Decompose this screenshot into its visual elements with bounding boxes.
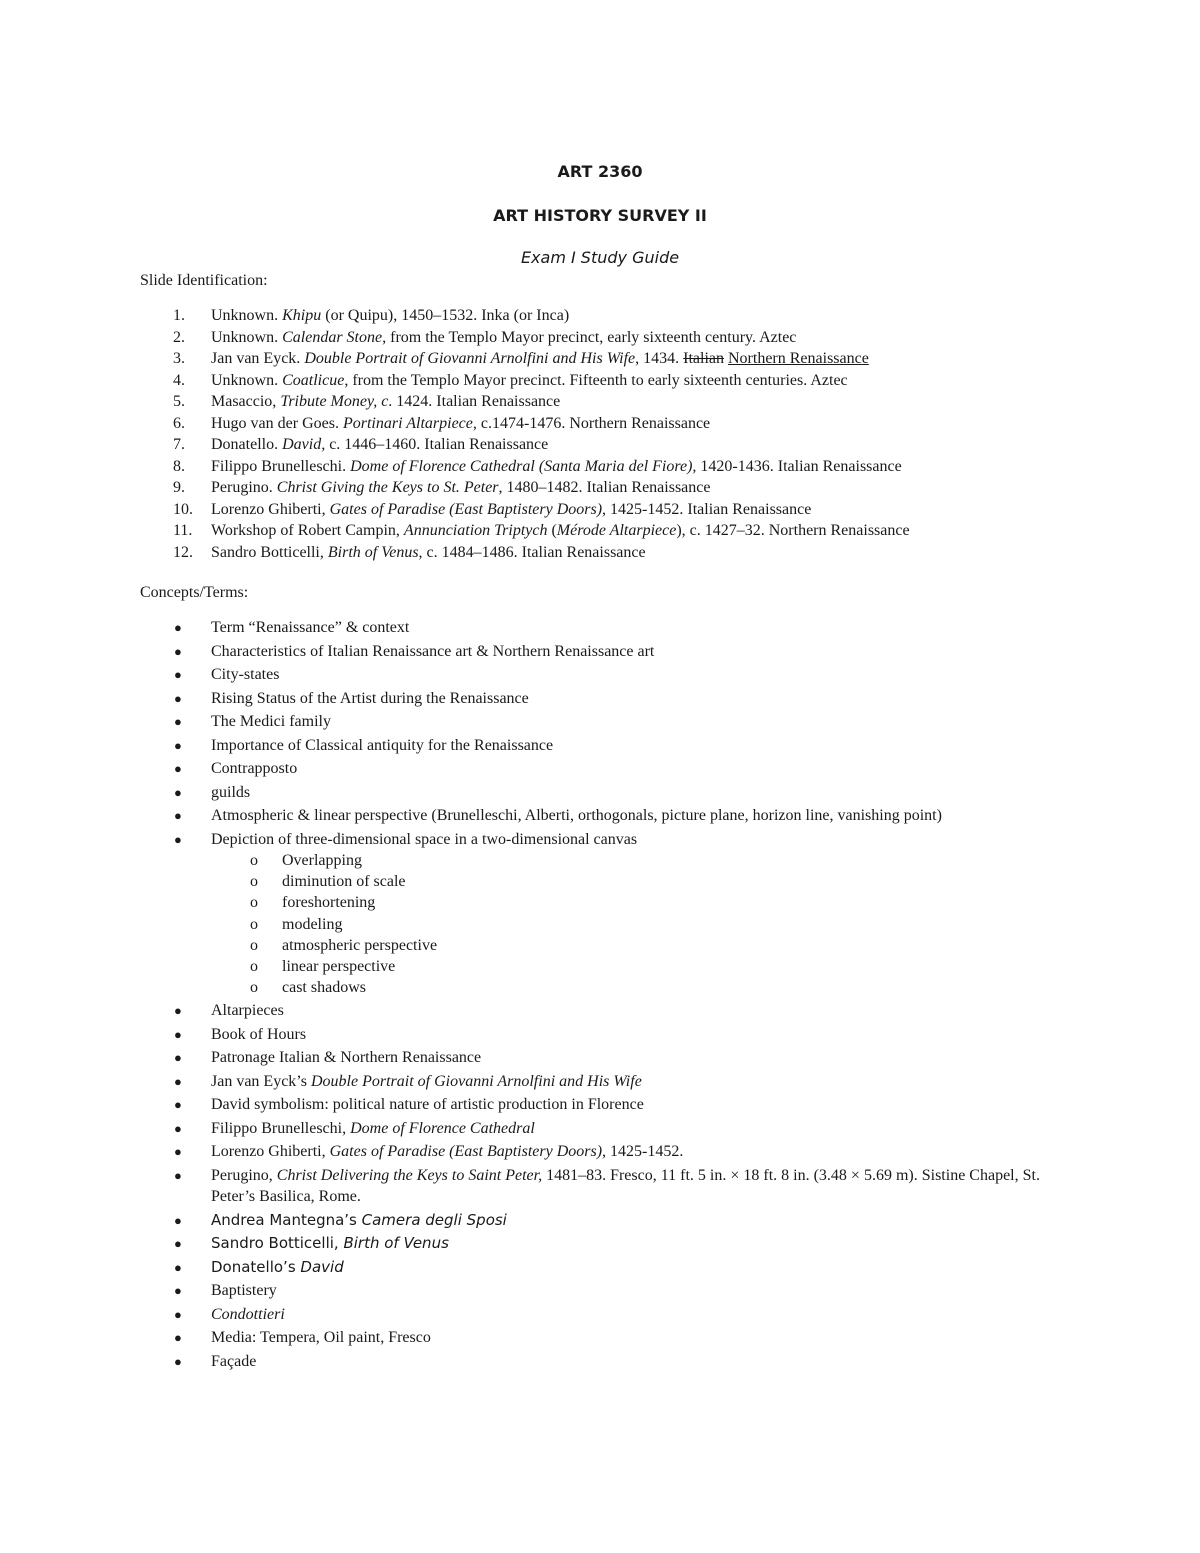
concept-label: Altarpieces bbox=[211, 1002, 284, 1020]
bullet-icon: ● bbox=[174, 1212, 182, 1228]
concept-item bbox=[140, 735, 1040, 757]
artwork-title: Portinari Altarpiece, bbox=[342, 414, 477, 432]
concept-item bbox=[140, 1165, 1040, 1208]
sub-item-label: Overlapping bbox=[282, 852, 362, 869]
details-text: , 1434. bbox=[635, 350, 684, 367]
concepts-terms-heading: Concepts/Terms: bbox=[140, 584, 249, 601]
concept-text bbox=[211, 760, 297, 777]
concept-text bbox=[211, 1282, 277, 1299]
concept-label: Atmospheric & linear perspective (Brunelleschi, Alberti, orthogonals, picture plane, horizon line, vanishing point) bbox=[211, 807, 942, 824]
sub-item bbox=[211, 892, 1040, 913]
artwork-title: Camera degli Sposi bbox=[361, 1210, 507, 1229]
artist-text: Filippo Brunelleschi, bbox=[211, 1119, 351, 1137]
concept-label: The Medici family bbox=[211, 713, 331, 730]
study-guide-subtitle: Exam I Study Guide bbox=[520, 248, 680, 267]
artwork-title: Christ Giving the Keys to St. Peter bbox=[276, 479, 499, 496]
bullet-icon: ● bbox=[174, 1073, 182, 1089]
slide-identification-heading: Slide Identification: bbox=[140, 272, 268, 289]
concept-text bbox=[211, 1211, 507, 1229]
sub-item-label: atmospheric perspective bbox=[282, 936, 438, 954]
concept-text bbox=[211, 1258, 344, 1276]
concept-item bbox=[140, 829, 1040, 999]
circle-bullet-icon: o bbox=[250, 936, 258, 954]
concept-label: Façade bbox=[211, 1352, 257, 1370]
slide-item bbox=[140, 413, 1100, 435]
sub-item bbox=[211, 935, 1040, 956]
concept-text bbox=[211, 1234, 449, 1252]
concept-text bbox=[211, 690, 529, 707]
details-text: ( bbox=[547, 522, 557, 539]
sub-item-label: diminution of scale bbox=[282, 873, 406, 891]
sub-item bbox=[211, 871, 1040, 892]
bullet-icon: ● bbox=[174, 737, 182, 753]
concept-item bbox=[140, 1094, 1040, 1116]
concept-label: City-states bbox=[211, 666, 280, 683]
artwork-title: Double Portrait of Giovanni Arnolfini and His Wife bbox=[310, 1072, 642, 1090]
details-text: c.1474-1476. Northern Renaissance bbox=[476, 414, 711, 432]
concept-label: David symbolism: political nature of artistic production in Florence bbox=[211, 1096, 644, 1114]
artist-text: Lorenzo Ghiberti, bbox=[211, 1143, 330, 1161]
bullet-icon: ● bbox=[174, 1236, 182, 1252]
artist-text: Unknown. bbox=[211, 371, 283, 389]
concept-text bbox=[211, 666, 279, 683]
bullet-icon: ● bbox=[174, 714, 182, 729]
details-text: (or Quipu), 1450–1532. Inka (or Inca) bbox=[321, 307, 570, 324]
concept-text bbox=[211, 1120, 535, 1137]
artwork-title: Coatlicue bbox=[282, 371, 345, 389]
bullet-icon: ● bbox=[174, 667, 182, 682]
concept-text bbox=[211, 713, 331, 730]
bullet-icon: ● bbox=[174, 1330, 182, 1346]
details-text: ), c. 1427–32. Northern Renaissance bbox=[676, 522, 910, 539]
concept-item bbox=[140, 805, 1040, 827]
circle-bullet-icon: o bbox=[250, 979, 258, 997]
concepts-terms-list bbox=[140, 617, 1040, 1374]
sub-item bbox=[211, 914, 1040, 935]
bullet-icon: ● bbox=[174, 1026, 182, 1042]
concept-item bbox=[140, 1351, 1040, 1373]
bullet-icon: ● bbox=[174, 784, 182, 800]
slide-item bbox=[140, 434, 1100, 456]
concept-item bbox=[140, 1280, 1040, 1302]
details-text: . 1424. Italian Renaissance bbox=[388, 393, 561, 410]
slide-item bbox=[140, 370, 1100, 392]
artwork-title: Double Portrait of Giovanni Arnolfini and His Wife bbox=[304, 350, 636, 367]
concept-item bbox=[140, 1071, 1040, 1093]
circle-bullet-icon: o bbox=[250, 894, 258, 912]
slide-item bbox=[140, 542, 1100, 564]
concept-text bbox=[211, 619, 409, 636]
concept-item bbox=[140, 617, 1040, 639]
sub-item-label: modeling bbox=[282, 915, 343, 933]
concept-label: Baptistery bbox=[211, 1282, 277, 1300]
concept-text bbox=[211, 1049, 481, 1066]
concept-label: Rising Status of the Artist during the Renaissance bbox=[211, 689, 529, 707]
slide-item bbox=[140, 477, 1100, 499]
concept-label: Term “Renaissance” & context bbox=[211, 619, 410, 636]
concept-item bbox=[140, 1047, 1040, 1069]
artist-text: Filippo Brunelleschi. bbox=[211, 457, 351, 475]
artwork-title: Birth of Venus bbox=[327, 543, 419, 561]
artist-text: Sandro Botticelli, bbox=[211, 1234, 344, 1253]
artist-text: Lorenzo Ghiberti, bbox=[211, 500, 330, 518]
concept-label: Media: Tempera, Oil paint, Fresco bbox=[211, 1329, 431, 1347]
sub-item bbox=[211, 977, 1040, 998]
artwork-title: Gates of Paradise (East Baptistery Doors), bbox=[329, 1143, 607, 1161]
concept-label: Characteristics of Italian Renaissance art & Northern Renaissance art bbox=[211, 642, 655, 660]
sub-item-label: foreshortening bbox=[282, 894, 376, 912]
concept-text bbox=[211, 1353, 256, 1370]
concept-text bbox=[211, 807, 942, 824]
concept-text bbox=[211, 1306, 285, 1323]
artist-text: Donatello’s bbox=[211, 1257, 301, 1276]
circle-bullet-icon: o bbox=[250, 852, 258, 869]
details-text: , c. 1484–1486. Italian Renaissance bbox=[418, 543, 646, 561]
concept-label: Importance of Classical antiquity for the Renaissance bbox=[211, 736, 554, 754]
concept-text bbox=[211, 1096, 644, 1113]
concept-item bbox=[140, 1118, 1040, 1140]
circle-bullet-icon: o bbox=[250, 915, 258, 933]
artist-text: Unknown. bbox=[211, 307, 283, 324]
sub-item bbox=[211, 850, 1040, 871]
artwork-title: Tribute Money, c bbox=[280, 393, 389, 410]
bullet-icon: ● bbox=[174, 808, 182, 823]
circle-bullet-icon: o bbox=[250, 873, 258, 891]
slide-number: 8. bbox=[173, 457, 185, 475]
concept-text bbox=[211, 1329, 431, 1346]
bullet-icon: ● bbox=[174, 690, 182, 706]
artist-text: Sandro Botticelli, bbox=[211, 543, 328, 561]
artist-text: Unknown. bbox=[211, 328, 283, 346]
bullet-icon: ● bbox=[174, 1144, 182, 1160]
slide-number: 2. bbox=[173, 328, 185, 346]
bullet-icon: ● bbox=[174, 761, 182, 776]
artwork-title: Condottieri bbox=[211, 1305, 285, 1323]
concept-item bbox=[140, 1210, 1040, 1232]
details-text: 1425-1452. Italian Renaissance bbox=[606, 500, 812, 518]
concept-text bbox=[211, 1167, 1040, 1206]
slide-number: 1. bbox=[173, 307, 185, 324]
slide-number: 11. bbox=[173, 522, 193, 539]
concept-label: Book of Hours bbox=[211, 1025, 307, 1043]
artwork-title: Dome of Florence Cathedral bbox=[350, 1119, 535, 1137]
concept-item bbox=[140, 641, 1040, 663]
sub-item-label: cast shadows bbox=[282, 979, 366, 997]
slide-item bbox=[140, 305, 1100, 327]
concept-text bbox=[211, 831, 637, 848]
artwork-title: Annunciation Triptych bbox=[403, 522, 548, 539]
concept-text bbox=[211, 1143, 683, 1160]
concept-text bbox=[211, 1026, 306, 1043]
concept-text bbox=[211, 737, 553, 754]
bullet-icon: ● bbox=[174, 1306, 182, 1322]
details-text: 1481–83. Fresco, 11 ft. 5 in. × 18 ft. 8 in. (3.48 × 5.69 m). Sistine Chapel, St. Peter’s Basilica, Rome. bbox=[211, 1166, 1040, 1206]
concept-text bbox=[211, 643, 654, 660]
slide-item bbox=[140, 327, 1100, 349]
bullet-icon: ● bbox=[174, 1259, 182, 1275]
concept-item bbox=[140, 1257, 1040, 1279]
concept-label: Patronage Italian & Northern Renaissance bbox=[211, 1049, 482, 1067]
slide-item bbox=[140, 348, 1100, 370]
slide-number: 7. bbox=[173, 436, 185, 453]
slide-number: 10. bbox=[173, 500, 193, 518]
artist-text: Masaccio, bbox=[211, 393, 281, 410]
sub-item bbox=[211, 956, 1040, 977]
artist-text: Andrea Mantegna’s bbox=[211, 1210, 362, 1229]
concept-item bbox=[140, 758, 1040, 780]
concept-item bbox=[140, 1000, 1040, 1022]
course-title: ART HISTORY SURVEY II bbox=[493, 206, 707, 225]
slide-identification-list bbox=[140, 305, 1100, 563]
artist-text: Donatello. bbox=[211, 436, 283, 453]
slide-number: 6. bbox=[173, 414, 185, 432]
bullet-icon: ● bbox=[174, 1283, 182, 1299]
corrected-text: Northern Renaissance bbox=[728, 350, 869, 367]
concept-label: Contrapposto bbox=[211, 760, 298, 777]
slide-item bbox=[140, 456, 1100, 478]
concept-item bbox=[140, 711, 1040, 733]
bullet-icon: ● bbox=[174, 1003, 182, 1019]
slide-item bbox=[140, 499, 1100, 521]
course-code: ART 2360 bbox=[557, 162, 643, 181]
slide-item bbox=[140, 520, 1100, 542]
bullet-icon: ● bbox=[174, 1050, 182, 1066]
slide-number: 4. bbox=[173, 371, 185, 389]
artist-text: Jan van Eyck’s bbox=[211, 1072, 311, 1090]
artwork-title: Khipu bbox=[282, 307, 322, 324]
artwork-title: Gates of Paradise (East Baptistery Doors), bbox=[329, 500, 607, 518]
concept-label: guilds bbox=[211, 783, 251, 801]
sub-list bbox=[211, 850, 1040, 998]
concept-item bbox=[140, 664, 1040, 686]
circle-bullet-icon: o bbox=[250, 957, 258, 975]
concept-label: Depiction of three-dimensional space in a two-dimensional canvas bbox=[211, 830, 638, 848]
artwork-title: Birth of Venus bbox=[343, 1234, 449, 1253]
details-text: from the Templo Mayor precinct, early sixteenth century. Aztec bbox=[386, 328, 797, 346]
bullet-icon: ● bbox=[174, 620, 182, 635]
slide-number: 9. bbox=[173, 479, 185, 496]
concept-item bbox=[140, 1024, 1040, 1046]
bullet-icon: ● bbox=[174, 1120, 182, 1136]
artwork-title: David bbox=[300, 1257, 344, 1276]
slide-number: 3. bbox=[173, 350, 185, 367]
details-text: c. 1446–1460. Italian Renaissance bbox=[325, 436, 549, 453]
details-text: 1420-1436. Italian Renaissance bbox=[696, 457, 902, 475]
artist-text: Jan van Eyck. bbox=[211, 350, 305, 367]
sub-item-label: linear perspective bbox=[282, 957, 396, 975]
artist-text: Perugino. bbox=[211, 479, 277, 496]
concept-text bbox=[211, 1073, 642, 1090]
details-text: , from the Templo Mayor precinct. Fifteenth to early sixteenth centuries. Aztec bbox=[344, 371, 848, 389]
struck-text: Italian bbox=[683, 350, 724, 367]
bullet-icon: ● bbox=[174, 1353, 182, 1369]
concept-item bbox=[140, 1327, 1040, 1349]
artwork-alt-title: Mérode Altarpiece bbox=[556, 522, 677, 539]
concept-item bbox=[140, 1304, 1040, 1326]
concept-item bbox=[140, 688, 1040, 710]
bullet-icon: ● bbox=[174, 1097, 182, 1113]
bullet-icon: ● bbox=[174, 643, 182, 659]
artist-text: Perugino, bbox=[211, 1166, 277, 1184]
artist-text: Hugo van der Goes. bbox=[211, 414, 343, 432]
details-text: 1425-1452. bbox=[606, 1143, 684, 1161]
bullet-icon: ● bbox=[174, 831, 182, 847]
slide-number: 12. bbox=[173, 543, 193, 561]
artwork-title: David, bbox=[282, 436, 326, 453]
details-text: , 1480–1482. Italian Renaissance bbox=[498, 479, 711, 496]
bullet-icon: ● bbox=[174, 1167, 182, 1183]
artwork-title: Dome of Florence Cathedral (Santa Maria del Fiore), bbox=[350, 457, 697, 475]
concept-item bbox=[140, 782, 1040, 804]
concept-item bbox=[140, 1141, 1040, 1163]
artist-text: Workshop of Robert Campin, bbox=[211, 522, 404, 539]
slide-number: 5. bbox=[173, 393, 185, 410]
slide-item bbox=[140, 391, 1100, 413]
concept-text bbox=[211, 1002, 284, 1019]
artwork-title: Christ Delivering the Keys to Saint Peter, bbox=[276, 1166, 543, 1184]
concept-item bbox=[140, 1233, 1040, 1255]
concept-text bbox=[211, 784, 250, 801]
artwork-title: Calendar Stone, bbox=[282, 328, 387, 346]
